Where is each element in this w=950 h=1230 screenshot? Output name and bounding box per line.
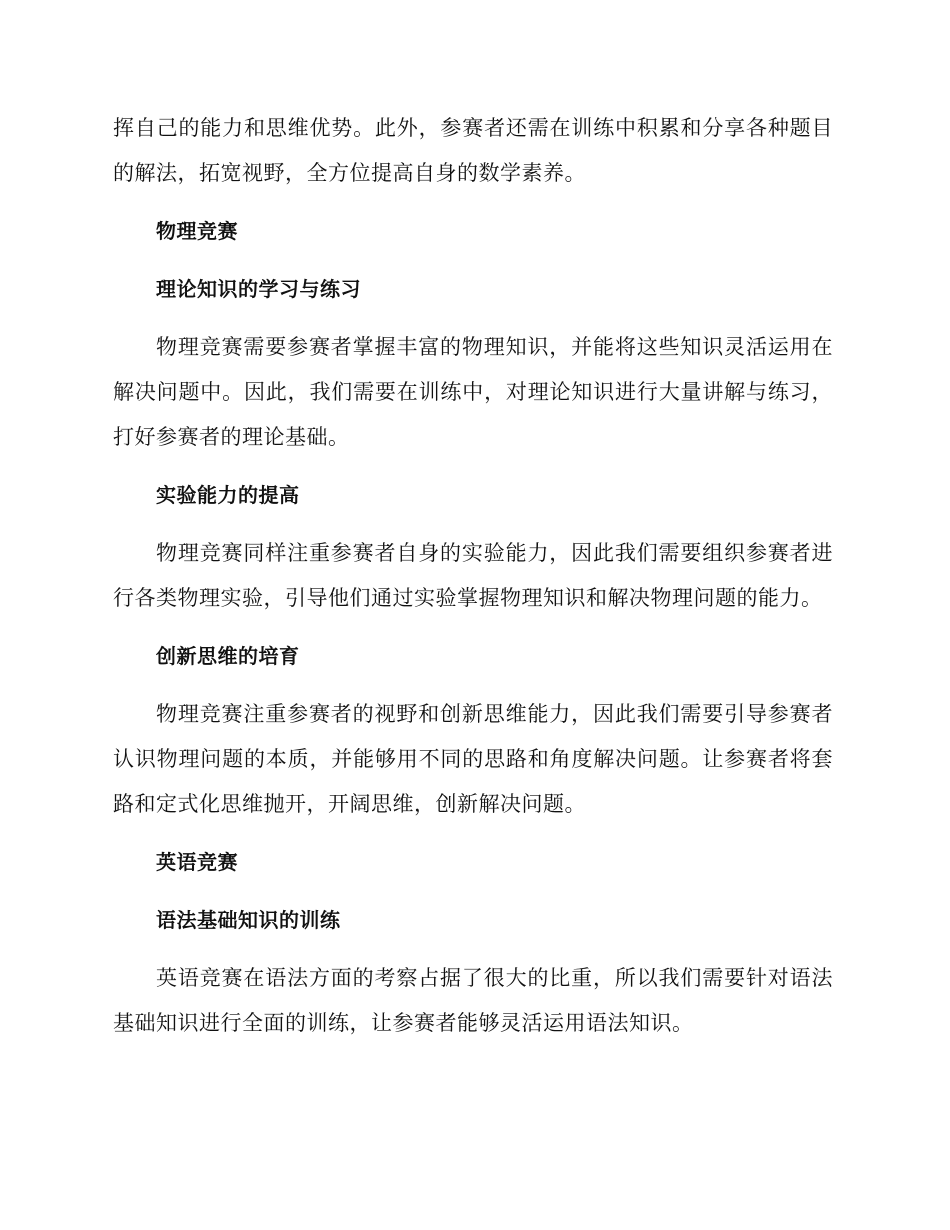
subheading-experiment: 实验能力的提高 xyxy=(156,483,300,507)
paragraph-grammar: 英语竞赛在语法方面的考察占据了很大的比重，所以我们需要针对语法基础知识进行全面的训练，让参赛者能够灵活运用语法知识。 xyxy=(113,966,833,1035)
section-heading-english: 英语竞赛 xyxy=(156,850,238,874)
paragraph-math-continuation: 挥自己的能力和思维优势。此外，参赛者还需在训练中积累和分享各种题目的解法，拓宽视野，全方位提高自身的数学素养。 xyxy=(113,116,833,185)
paragraph-experiment: 物理竞赛同样注重参赛者自身的实验能力，因此我们需要组织参赛者进行各类物理实验，引导他们通过实验掌握物理知识和解决物理问题的能力。 xyxy=(113,541,833,610)
subheading-theory: 理论知识的学习与练习 xyxy=(156,277,361,301)
paragraph-theory: 物理竞赛需要参赛者掌握丰富的物理知识，并能将这些知识灵活运用在解决问题中。因此，我们需要在训练中，对理论知识进行大量讲解与练习，打好参赛者的理论基础。 xyxy=(113,335,833,449)
subheading-innovation: 创新思维的培育 xyxy=(156,644,300,668)
section-heading-physics: 物理竞赛 xyxy=(156,219,238,243)
document-body xyxy=(113,106,833,1059)
subheading-grammar: 语法基础知识的训练 xyxy=(156,908,341,932)
paragraph-innovation: 物理竞赛注重参赛者的视野和创新思维能力，因此我们需要引导参赛者认识物理问题的本质，并能够用不同的思路和角度解决问题。让参赛者将套路和定式化思维抛开，开阔思维，创新解决问题。 xyxy=(113,702,833,816)
